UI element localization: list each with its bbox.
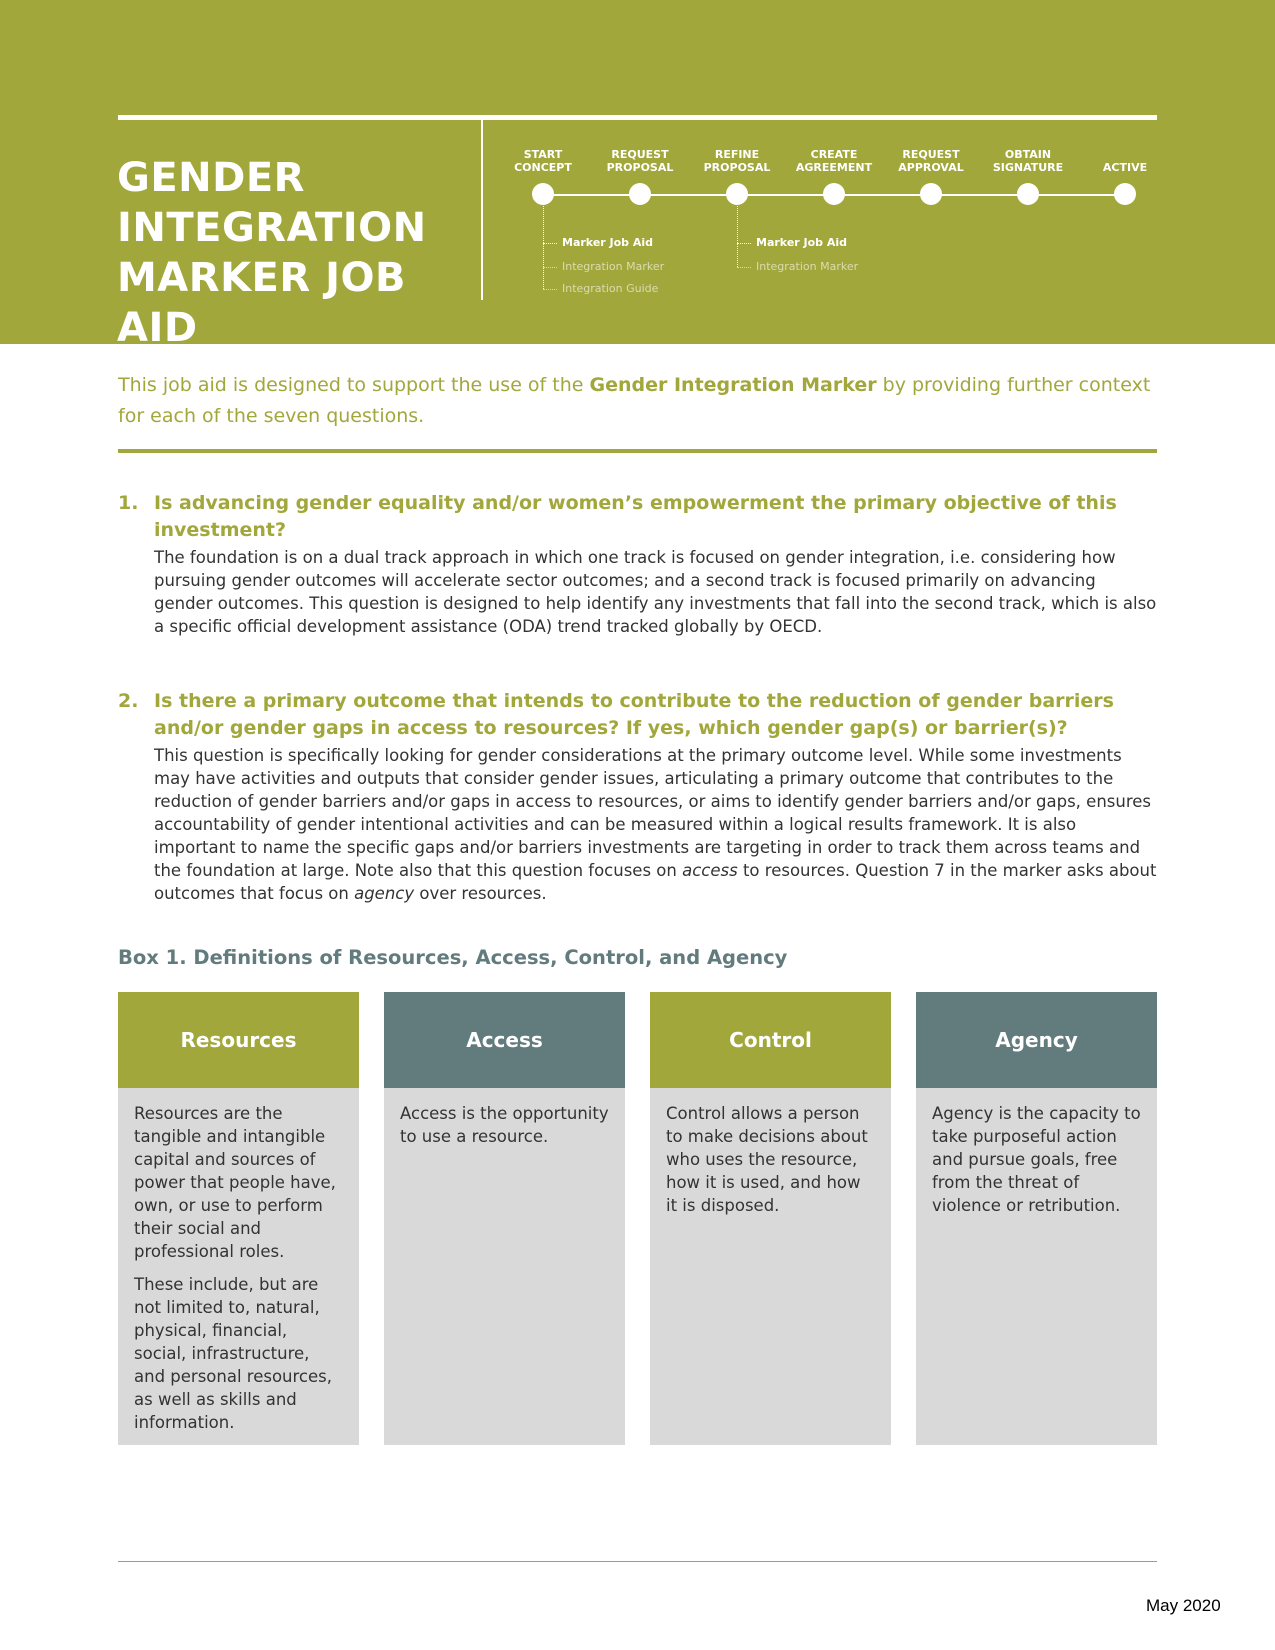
definition-body: Resources are the tangible and intangible capital and sources of power that people have, own, or use to perform their social and professional roles. These include, but are not limited to, natural, physical, financial, social, infrastructure, and personal resources, as well as skills and information. (118, 1088, 359, 1445)
stage-start-concept: START CONCEPT (493, 146, 593, 205)
document-title (117, 153, 477, 353)
definition-resources (118, 992, 359, 1445)
definition-body: Control allows a person to make decisions about who uses the resource, how it is used, and how it is disposed. (650, 1088, 891, 1445)
question-number: 2. (118, 690, 139, 712)
question-title: Is there a primary outcome that intends to contribute to the reduction of gender barriers and/or gender gaps in access to resources? If yes, which gender gap(s) or barrier(s)? (154, 690, 1114, 739)
intro-rule (118, 449, 1157, 453)
stage-dot (920, 183, 942, 205)
title-line: GENDER (117, 155, 305, 201)
header-divider (481, 120, 483, 300)
question-title: Is advancing gender equality and/or women’s empowerment the primary objective of this investment? (154, 492, 1117, 541)
question-number: 1. (118, 492, 139, 514)
header-band (0, 0, 1275, 351)
footer-rule (118, 1561, 1157, 1562)
stage-obtain-signature: OBTAIN SIGNATURE (978, 146, 1078, 205)
intro-paragraph: This job aid is designed to support the use of the Gender Integration Marker by providing further context for each of the seven questions. (118, 374, 1151, 427)
stage-dot (629, 183, 651, 205)
title-line: INTEGRATION (117, 205, 427, 251)
definition-heading: Agency (916, 992, 1157, 1088)
title-line: MARKER JOB AID (117, 255, 406, 351)
tool-link[interactable]: Integration Marker (543, 260, 664, 274)
definition-heading: Resources (118, 992, 359, 1088)
definition-heading: Access (384, 992, 625, 1088)
stage-dot (823, 183, 845, 205)
tool-link[interactable]: Marker Job Aid (737, 236, 847, 250)
question-1 (118, 490, 1158, 638)
box-title: Box 1. Definitions of Resources, Access, Control, and Agency (118, 946, 788, 969)
intro-emphasis: Gender Integration Marker (589, 374, 877, 396)
stage-request-proposal: REQUEST PROPOSAL (590, 146, 690, 205)
question-body: This question is specifically looking for gender considerations at the primary outcome level. While some investments may have activities and outputs that consider gender issues, articulating a primary outcome that contributes to the reduction of gender barriers and/or gaps in access to resources, or aims to identify gender barriers and/or gaps, ensures accountability of gender intentional activities and can be measured within a logical results framework. It is also important to name the specific gaps and/or barriers investments are targeting in order to track them across teams and the foundation at large. Note also that this question focuses on access to resources. Question 7 in the marker asks about outcomes that focus on agency over resources. (154, 746, 1157, 903)
tool-link[interactable]: Marker Job Aid (543, 236, 653, 250)
question-2 (118, 688, 1158, 905)
stage-dot (1017, 183, 1039, 205)
question-body: The foundation is on a dual track approach in which one track is focused on gender integration, i.e. considering how pursuing gender outcomes will accelerate sector outcomes; and a second track is focused primarily on advancing gender outcomes. This question is designed to help identify any investments that fall into the second track, which is also a specific official development assistance (ODA) trend tracked globally by OECD. (154, 548, 1157, 636)
stage-dot (726, 183, 748, 205)
stage-refine-proposal: REFINE PROPOSAL (687, 146, 787, 205)
stage-dot (532, 183, 554, 205)
definition-body: Access is the opportunity to use a resource. (384, 1088, 625, 1445)
tool-link[interactable]: Integration Marker (737, 260, 858, 274)
stage-create-agreement: CREATE AGREEMENT (784, 146, 884, 205)
header-top-rule (118, 115, 1157, 120)
definition-heading: Control (650, 992, 891, 1088)
stage-active: ACTIVE (1075, 146, 1175, 205)
definition-control (650, 992, 891, 1445)
definition-access (384, 992, 625, 1445)
tool-link[interactable]: Integration Guide (543, 282, 658, 296)
stage-request-approval: REQUEST APPROVAL (881, 146, 981, 205)
definition-agency (916, 992, 1157, 1445)
footer-date: May 2020 (1146, 1596, 1221, 1615)
stage-dot (1114, 183, 1136, 205)
definition-body: Agency is the capacity to take purposeful action and pursue goals, free from the threat of violence or retribution. (916, 1088, 1157, 1445)
